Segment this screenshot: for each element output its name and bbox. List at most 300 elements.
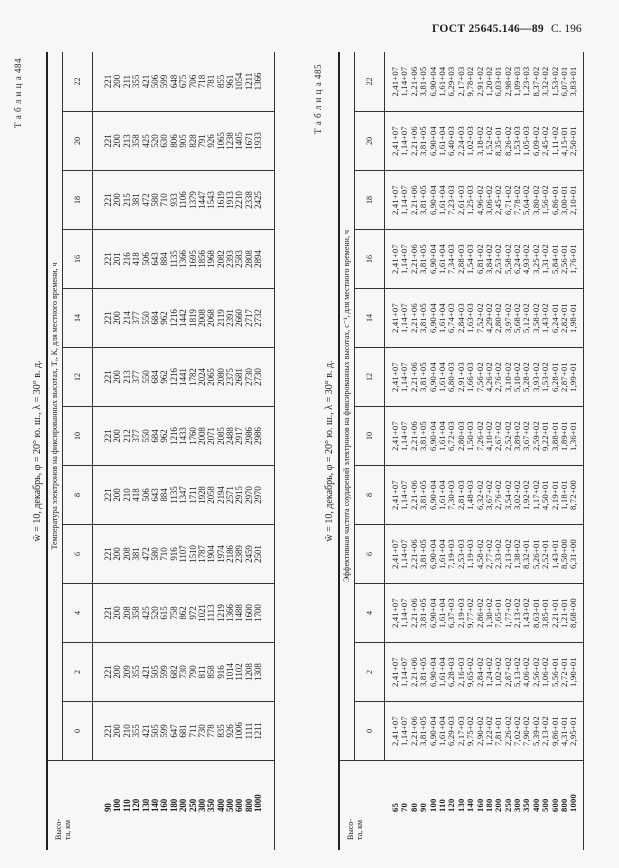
table-cell-value: 730 [196, 724, 207, 738]
table-cell-value: 221 [103, 311, 113, 325]
height-value: 350 [521, 798, 532, 812]
table-cell-value: 6,31+00 [568, 539, 579, 569]
table-cell-value: 6,86+01 [549, 185, 560, 215]
table-cell-value: 2583 [234, 250, 245, 268]
table-cell-value: 758 [168, 606, 179, 620]
table-cell-value: 675 [178, 74, 189, 89]
table-cell-value: 355 [131, 74, 142, 89]
table-cell-value: 2571 [225, 486, 236, 504]
height-column [48, 760, 274, 850]
table-cell-value: 216 [121, 252, 132, 266]
table-cell-value: 6,40+03 [446, 126, 457, 156]
table-cell-value: 1,02+02 [493, 657, 504, 687]
table-cell-value: 1,66+03 [465, 362, 476, 392]
hour-header-18: 18 [355, 170, 385, 229]
hour-header-4: 4 [63, 583, 93, 642]
table-cell-value: 1,02+03 [465, 126, 476, 156]
table-cell-value: 884 [159, 488, 170, 502]
table-485-label: Т а б л и ц а 485 [313, 64, 323, 134]
hour-header-20: 20 [355, 111, 385, 170]
data-column-hour-8 [385, 465, 583, 524]
table-cell-value: 6,90+04 [427, 657, 438, 687]
height-value: 600 [234, 798, 245, 812]
table-cell-value: 2,98+02 [502, 66, 513, 97]
table-cell-value: 6,90+04 [427, 716, 438, 746]
table-cell-value: 972 [187, 606, 198, 620]
data-column-hour-12 [385, 347, 583, 406]
table-cell-value: 1021 [196, 604, 207, 622]
data-column-hour-22 [93, 52, 274, 111]
table-cell-value: 962 [159, 311, 170, 325]
table-cell-value: 7,81+01 [493, 716, 504, 746]
table-cell-value: 6,03+01 [493, 66, 504, 97]
table-cell-value: 1211 [253, 722, 264, 740]
table-cell-value: 3,81+05 [418, 66, 429, 97]
data-column-hour-10 [385, 406, 583, 465]
table-cell-value: 2425 [253, 191, 264, 209]
table-frame [46, 52, 275, 850]
table-cell-value: 221 [103, 724, 113, 738]
table-cell-value: 2,21+06 [408, 480, 419, 510]
data-column-hour-8 [93, 465, 274, 524]
table-cell-value: 599 [159, 665, 170, 679]
table-cell-value: 1,43+02 [521, 598, 532, 628]
table-cell-value: 425 [140, 134, 151, 148]
table-cell-value: 5,68+02 [512, 303, 523, 333]
table-cell-value: 710 [159, 547, 170, 561]
data-column-hour-0 [93, 701, 274, 760]
table-cell-value: 1,43+01 [549, 539, 560, 569]
data-column-hour-14 [93, 288, 274, 347]
table-cell-value: 862 [178, 606, 189, 620]
table-cell-value: 905 [178, 134, 189, 148]
table-cell-value: 648 [168, 74, 179, 89]
table-cell-value: 711 [187, 724, 198, 738]
table-cell-value: 6,74+03 [446, 303, 457, 333]
table-cell-value: 710 [159, 193, 170, 207]
table-cell-value: 2,21+06 [408, 244, 419, 274]
table-cell-value: 1,14+07 [399, 126, 410, 156]
height-value: 350 [206, 798, 217, 812]
table-cell-value: 1,18+01 [559, 480, 570, 510]
table-cell-value: 7,02+02 [512, 716, 523, 746]
table-cell-value: 1102 [234, 663, 245, 681]
height-value: 160 [474, 798, 485, 812]
table-cell-value: 1782 [187, 368, 198, 386]
table-cell-value: 2,41+07 [390, 716, 400, 746]
height-value: 65 [390, 803, 400, 812]
table-cell-value: 2,13+02 [502, 539, 513, 569]
table-cell-value: 5,39+02 [530, 716, 541, 746]
table-cell-value: 1760 [187, 427, 198, 445]
table-cell-value: 2,41+07 [390, 362, 400, 392]
table-cell-value: 2,82+01 [559, 303, 570, 333]
table-cell-value: 1974 [215, 545, 226, 563]
table-cell-value: 4,96+02 [474, 185, 485, 215]
table-cell-value: 3,89+02 [512, 421, 523, 451]
table-cell-value: 647 [168, 724, 179, 738]
height-value: 120 [131, 798, 142, 812]
table-cell-value: 6,90+04 [427, 421, 438, 451]
table-cell-value: 221 [103, 488, 113, 502]
table-cell-value: 9,78+02 [465, 66, 476, 97]
table-cell-value: 200 [112, 311, 123, 325]
table-cell-value: 520 [149, 606, 160, 620]
table-cell-value: 358 [131, 134, 142, 148]
table-cell-value: 6,90+04 [427, 244, 438, 274]
table-cell-value: 2970 [253, 486, 264, 504]
table-cell-value: 643 [149, 252, 160, 266]
table-cell-value: 2,41+07 [390, 126, 400, 156]
table-cell-value: 5,26+01 [530, 539, 541, 569]
table-cell-value: 1,61+04 [436, 539, 447, 569]
table-cell-value: 9,86+01 [549, 716, 560, 746]
table-cell-value: 1787 [196, 545, 207, 563]
table-cell-value: 2730 [243, 368, 254, 386]
table-cell-value: 381 [131, 547, 142, 561]
height-value: 140 [149, 798, 160, 812]
table-cell-value: 2,41+07 [390, 421, 400, 451]
table-cell-value: 6,09+02 [530, 126, 541, 156]
table-title: w̄ = 10, декабрь, φ = 20° ю. ш., λ = 30° в. д. [32, 360, 43, 542]
table-cell-value: 1,61+04 [436, 716, 447, 746]
table-cell-value: 2391 [225, 309, 236, 327]
table-cell-value: 684 [149, 370, 160, 384]
table-cell-value: 2,76+02 [493, 480, 504, 510]
table-cell-value: 1,61+04 [436, 244, 447, 274]
table-cell-value: 2,72+01 [559, 657, 570, 687]
data-column-hour-6 [385, 524, 583, 583]
table-cell-value: 210 [121, 724, 132, 738]
table-cell-value: 1065 [215, 132, 226, 150]
table-cell-value: 6,90+04 [427, 480, 438, 510]
table-cell-value: 5,58+02 [502, 244, 513, 274]
table-cell-value: 5,28+02 [521, 362, 532, 392]
table-cell-value: 3,06+02 [483, 185, 494, 215]
table-cell-value: 1913 [225, 191, 236, 209]
table-cell-value: 580 [149, 547, 160, 561]
table-cell-value: 2,53+02 [493, 244, 504, 274]
table-cell-value: 2,41+07 [390, 539, 400, 569]
table-cell-value: 221 [103, 665, 113, 679]
table-cell-value: 8,37+02 [530, 66, 541, 97]
table-cell-value: 778 [206, 724, 217, 738]
table-cell-value: 4,26+02 [483, 362, 494, 392]
table-cell-value: 2488 [225, 427, 236, 445]
table-cell-value: 2,45+02 [493, 185, 504, 215]
table-cell-value: 2080 [215, 368, 226, 386]
data-column-hour-20 [385, 111, 583, 170]
table-cell-value: 2,17+03 [455, 66, 466, 97]
table-cell-value: 221 [103, 429, 113, 443]
table-cell-value: 2,19+03 [455, 598, 466, 628]
table-cell-value: 377 [131, 429, 142, 443]
height-value: 140 [465, 798, 476, 812]
table-cell-value: 3,81+05 [418, 657, 429, 687]
table-cell-value: 706 [187, 74, 198, 89]
table-cell-value: 1,43+02 [540, 303, 551, 333]
table-cell-value: 3,81+05 [418, 185, 429, 215]
table-cell-value: 1,19+03 [465, 539, 476, 569]
table-cell-value: 1,63+03 [465, 303, 476, 333]
table-cell-value: 811 [196, 665, 207, 679]
table-cell-value: 7,26+02 [474, 421, 485, 451]
table-cell-value: 506 [140, 488, 151, 502]
table-cell-value: 200 [112, 665, 123, 679]
page-number: С. 196 [550, 23, 582, 35]
table-cell-value: 1208 [243, 663, 254, 681]
table-cell-value: 6,90+04 [427, 303, 438, 333]
table-cell-value: 828 [187, 134, 198, 148]
table-cell-value: 2065 [206, 368, 217, 386]
table-cell-value: 1,14+07 [399, 716, 410, 746]
table-subheader: Эффективная частота соударений электронов на фиксированных высотах, с⁻¹, для местного времени, ч [340, 52, 355, 760]
table-cell-value: 1933 [253, 132, 264, 150]
table-cell-value: 2,84+03 [455, 303, 466, 333]
table-cell-value: 3,81+05 [418, 421, 429, 451]
table-cell-value: 7,30+03 [446, 480, 457, 510]
table-cell-value: 2970 [243, 486, 254, 504]
table-cell-value: 213 [121, 134, 132, 148]
table-cell-value: 1,14+07 [399, 539, 410, 569]
table-cell-value: 1,25+03 [465, 185, 476, 215]
table-cell-value: 425 [140, 606, 151, 620]
table-cell-value: 2,95+01 [568, 716, 579, 746]
table-cell-value: 1107 [178, 545, 189, 563]
table-cell-value: 5,10+02 [512, 362, 523, 392]
table-cell-value: 221 [103, 252, 113, 266]
table-cell-value: 1928 [196, 486, 207, 504]
table-cell-value: 2,41+07 [390, 185, 400, 215]
table-cell-value: 1,05+03 [521, 126, 532, 156]
table-cell-value: 599 [159, 724, 170, 738]
table-cell-value: 2393 [225, 250, 236, 268]
table-cell-value: 1,14+07 [399, 362, 410, 392]
table-cell-value: 681 [178, 724, 189, 738]
table-cell-value: 790 [187, 665, 198, 679]
table-cell-value: 1,38+02 [512, 539, 523, 569]
table-cell-value: 2186 [225, 545, 236, 563]
table-cell-value: 1106 [178, 191, 189, 209]
table-cell-value: 1441 [178, 368, 189, 386]
table-cell-value: 2,41+07 [390, 303, 400, 333]
table-cell-value: 7,56+02 [474, 362, 485, 392]
height-value: 180 [168, 798, 179, 812]
table-cell-value: 3,85+01 [540, 598, 551, 628]
table-cell-value: 1379 [187, 191, 198, 209]
table-cell-value: 8,32+01 [521, 539, 532, 569]
table-cell-value: 506 [140, 252, 151, 266]
table-cell-value: 1014 [225, 663, 236, 681]
table-cell-value: 8,50+00 [559, 539, 570, 569]
table-cell-value: 2,21+06 [408, 185, 419, 215]
table-cell-value: 1619 [215, 191, 226, 209]
table-cell-value: 2,21+06 [408, 66, 419, 97]
height-header-line: та, км [63, 819, 72, 840]
table-cell-value: 2,21+06 [408, 362, 419, 392]
table-cell-value: 6,37+03 [446, 598, 457, 628]
table-cell-value: 2917 [234, 427, 245, 445]
table-cell-value: 211 [121, 75, 132, 88]
table-cell-value: 1,54+03 [465, 244, 476, 274]
table-cell-value: 201 [112, 252, 123, 266]
table-cell-value: 1135 [168, 486, 179, 504]
table-cell-value: 1,31+02 [540, 244, 551, 274]
table-cell-value: 3,32+02 [540, 66, 551, 97]
height-value: 500 [540, 798, 551, 812]
hour-header-8: 8 [63, 465, 93, 524]
table-cell-value: 1216 [168, 309, 179, 327]
table-cell-value: 5,84+01 [549, 244, 560, 274]
table-cell-value: 1,76+01 [568, 244, 579, 274]
hour-header-14: 14 [355, 288, 385, 347]
table-cell-value: 2,91+03 [455, 362, 466, 392]
table-cell-value: 2,41+07 [390, 598, 400, 628]
table-cell-value: 2389 [234, 545, 245, 563]
table-cell-value: 213 [121, 370, 132, 384]
table-cell-value: 1,14+07 [399, 244, 410, 274]
table-cell-value: 2,21+01 [549, 598, 560, 628]
table-cell-value: 2,41+07 [390, 66, 400, 97]
table-cell-value: 1405 [234, 132, 245, 150]
hour-header-0: 0 [355, 701, 385, 760]
data-column-hour-18 [93, 170, 274, 229]
table-cell-value: 6,90+04 [427, 598, 438, 628]
table-cell-value: 6,29+03 [446, 716, 457, 746]
table-cell-value: 7,34+03 [446, 244, 457, 274]
table-cell-value: 472 [140, 547, 151, 561]
table-cell-value: 1433 [178, 427, 189, 445]
table-cell-value: 6,24+01 [549, 303, 560, 333]
table-cell-value: 2,24+03 [455, 126, 466, 156]
table-cell-value: 6,71+02 [502, 185, 513, 215]
table-cell-value: 926 [225, 724, 236, 738]
table-cell-value: 684 [149, 429, 160, 443]
table-cell-value: 6,80+03 [446, 362, 457, 392]
table-cell-value: 472 [140, 193, 151, 207]
height-value: 200 [493, 798, 504, 812]
table-cell-value: 2,76+02 [493, 362, 504, 392]
table-cell-value: 1,14+07 [399, 421, 410, 451]
table-cell-value: 355 [131, 665, 142, 679]
table-cell-value: 8,26+02 [502, 126, 513, 156]
height-value: 180 [483, 798, 494, 812]
table-cell-value: 1,90+01 [568, 657, 579, 687]
table-subheader: Температура электронов на фиксированных высотах, Tₑ, К, для местного времени, ч [48, 52, 63, 760]
height-value: 90 [103, 803, 113, 812]
table-cell-value: 1347 [178, 486, 189, 504]
table-cell-value: 962 [159, 370, 170, 384]
table-cell-value: 8,72+00 [568, 480, 579, 510]
table-cell-value: 1,53+02 [549, 66, 560, 97]
table-cell-value: 884 [159, 252, 170, 266]
table-cell-value: 6,90+04 [427, 185, 438, 215]
table-cell-value: 7,78+02 [512, 185, 523, 215]
table-cell-value: 2986 [243, 427, 254, 445]
table-cell-value: 215 [121, 193, 132, 207]
table-cell-value: 2730 [253, 368, 264, 386]
height-value: 300 [196, 798, 207, 812]
table-cell-value: 6,32+02 [474, 480, 485, 510]
data-column-hour-18 [385, 170, 583, 229]
table-cell-value: 2,21+06 [408, 303, 419, 333]
table-cell-value: 358 [131, 606, 142, 620]
hour-header-6: 6 [63, 524, 93, 583]
table-cell-value: 4,93+02 [521, 244, 532, 274]
table-cell-value: 2082 [215, 250, 226, 268]
table-cell-value: 2717 [243, 309, 254, 327]
table-cell-value: 2,87+01 [559, 362, 570, 392]
table-cell-value: 5,64+02 [521, 185, 532, 215]
table-cell-value: 6,07+01 [559, 66, 570, 97]
table-cell-value: 2,67+02 [493, 421, 504, 451]
table-cell-value: 2071 [206, 427, 217, 445]
standard-code: ГОСТ 25645.146—89 [432, 23, 544, 35]
table-cell-value: 3,81+05 [418, 716, 429, 746]
height-value: 130 [140, 798, 151, 812]
table-cell-value: 421 [140, 665, 151, 679]
table-cell-value: 2459 [243, 545, 254, 563]
table-cell-value: 2,13+02 [512, 598, 523, 628]
table-cell-value: 3,83+01 [568, 66, 579, 97]
table-cell-value: 2,33+02 [493, 539, 504, 569]
table-cell-value: 4,58+02 [474, 539, 485, 569]
table-cell-value: 933 [168, 193, 179, 207]
table-cell-value: 1,30+02 [483, 598, 494, 628]
table-cell-value: 2986 [253, 427, 264, 445]
table-cell-value: 2375 [225, 368, 236, 386]
table-cell-value: 3,88+01 [549, 421, 560, 451]
table-cell-value: 2,50+01 [568, 126, 579, 156]
table-cell-value: 3,67+02 [483, 480, 494, 510]
page-header [432, 23, 582, 35]
table-cell-value: 550 [140, 311, 151, 325]
table-cell-value: 1,61+04 [436, 598, 447, 628]
table-cell-value: 214 [121, 311, 132, 325]
table-cell-value: 2,52+01 [540, 539, 551, 569]
table-cell-value: 1111 [243, 722, 254, 740]
table-cell-value: 2,88+03 [455, 244, 466, 274]
table-cell-value: 1,14+07 [399, 480, 410, 510]
table-cell-value: 1,22+02 [483, 716, 494, 746]
table-cell-value: 1366 [253, 72, 264, 91]
table-cell-value: 377 [131, 311, 142, 325]
table-cell-value: 9,65+02 [465, 657, 476, 687]
table-cell-value: 4,50+01 [540, 480, 551, 510]
table-cell-value: 1,61+04 [436, 303, 447, 333]
height-value: 800 [559, 798, 570, 812]
table-cell-value: 1671 [243, 132, 254, 150]
table-frame [338, 52, 584, 850]
table-cell-value: 4,10+02 [483, 421, 494, 451]
table-cell-value: 2,84+02 [474, 657, 485, 687]
table-cell-value: 9,22+01 [540, 421, 551, 451]
table-cell-value: 1,21+01 [559, 598, 570, 628]
table-cell-value: 355 [131, 724, 142, 738]
height-header-line: та, км [355, 819, 364, 840]
hour-header-18: 18 [63, 170, 93, 229]
table-cell-value: 961 [225, 74, 236, 89]
table-cell-value: 3,10+02 [502, 362, 513, 392]
table-cell-value: 2194 [215, 486, 226, 504]
table-cell-value: 1,53+03 [512, 126, 523, 156]
table-cell-value: 1,99+01 [568, 362, 579, 392]
table-cell-value: 2,90+02 [474, 716, 485, 746]
table-cell-value: 7,19+03 [446, 539, 457, 569]
table-cell-value: 781 [206, 74, 217, 89]
table-cell-value: 615 [159, 606, 170, 620]
table-cell-value: 221 [103, 134, 113, 148]
